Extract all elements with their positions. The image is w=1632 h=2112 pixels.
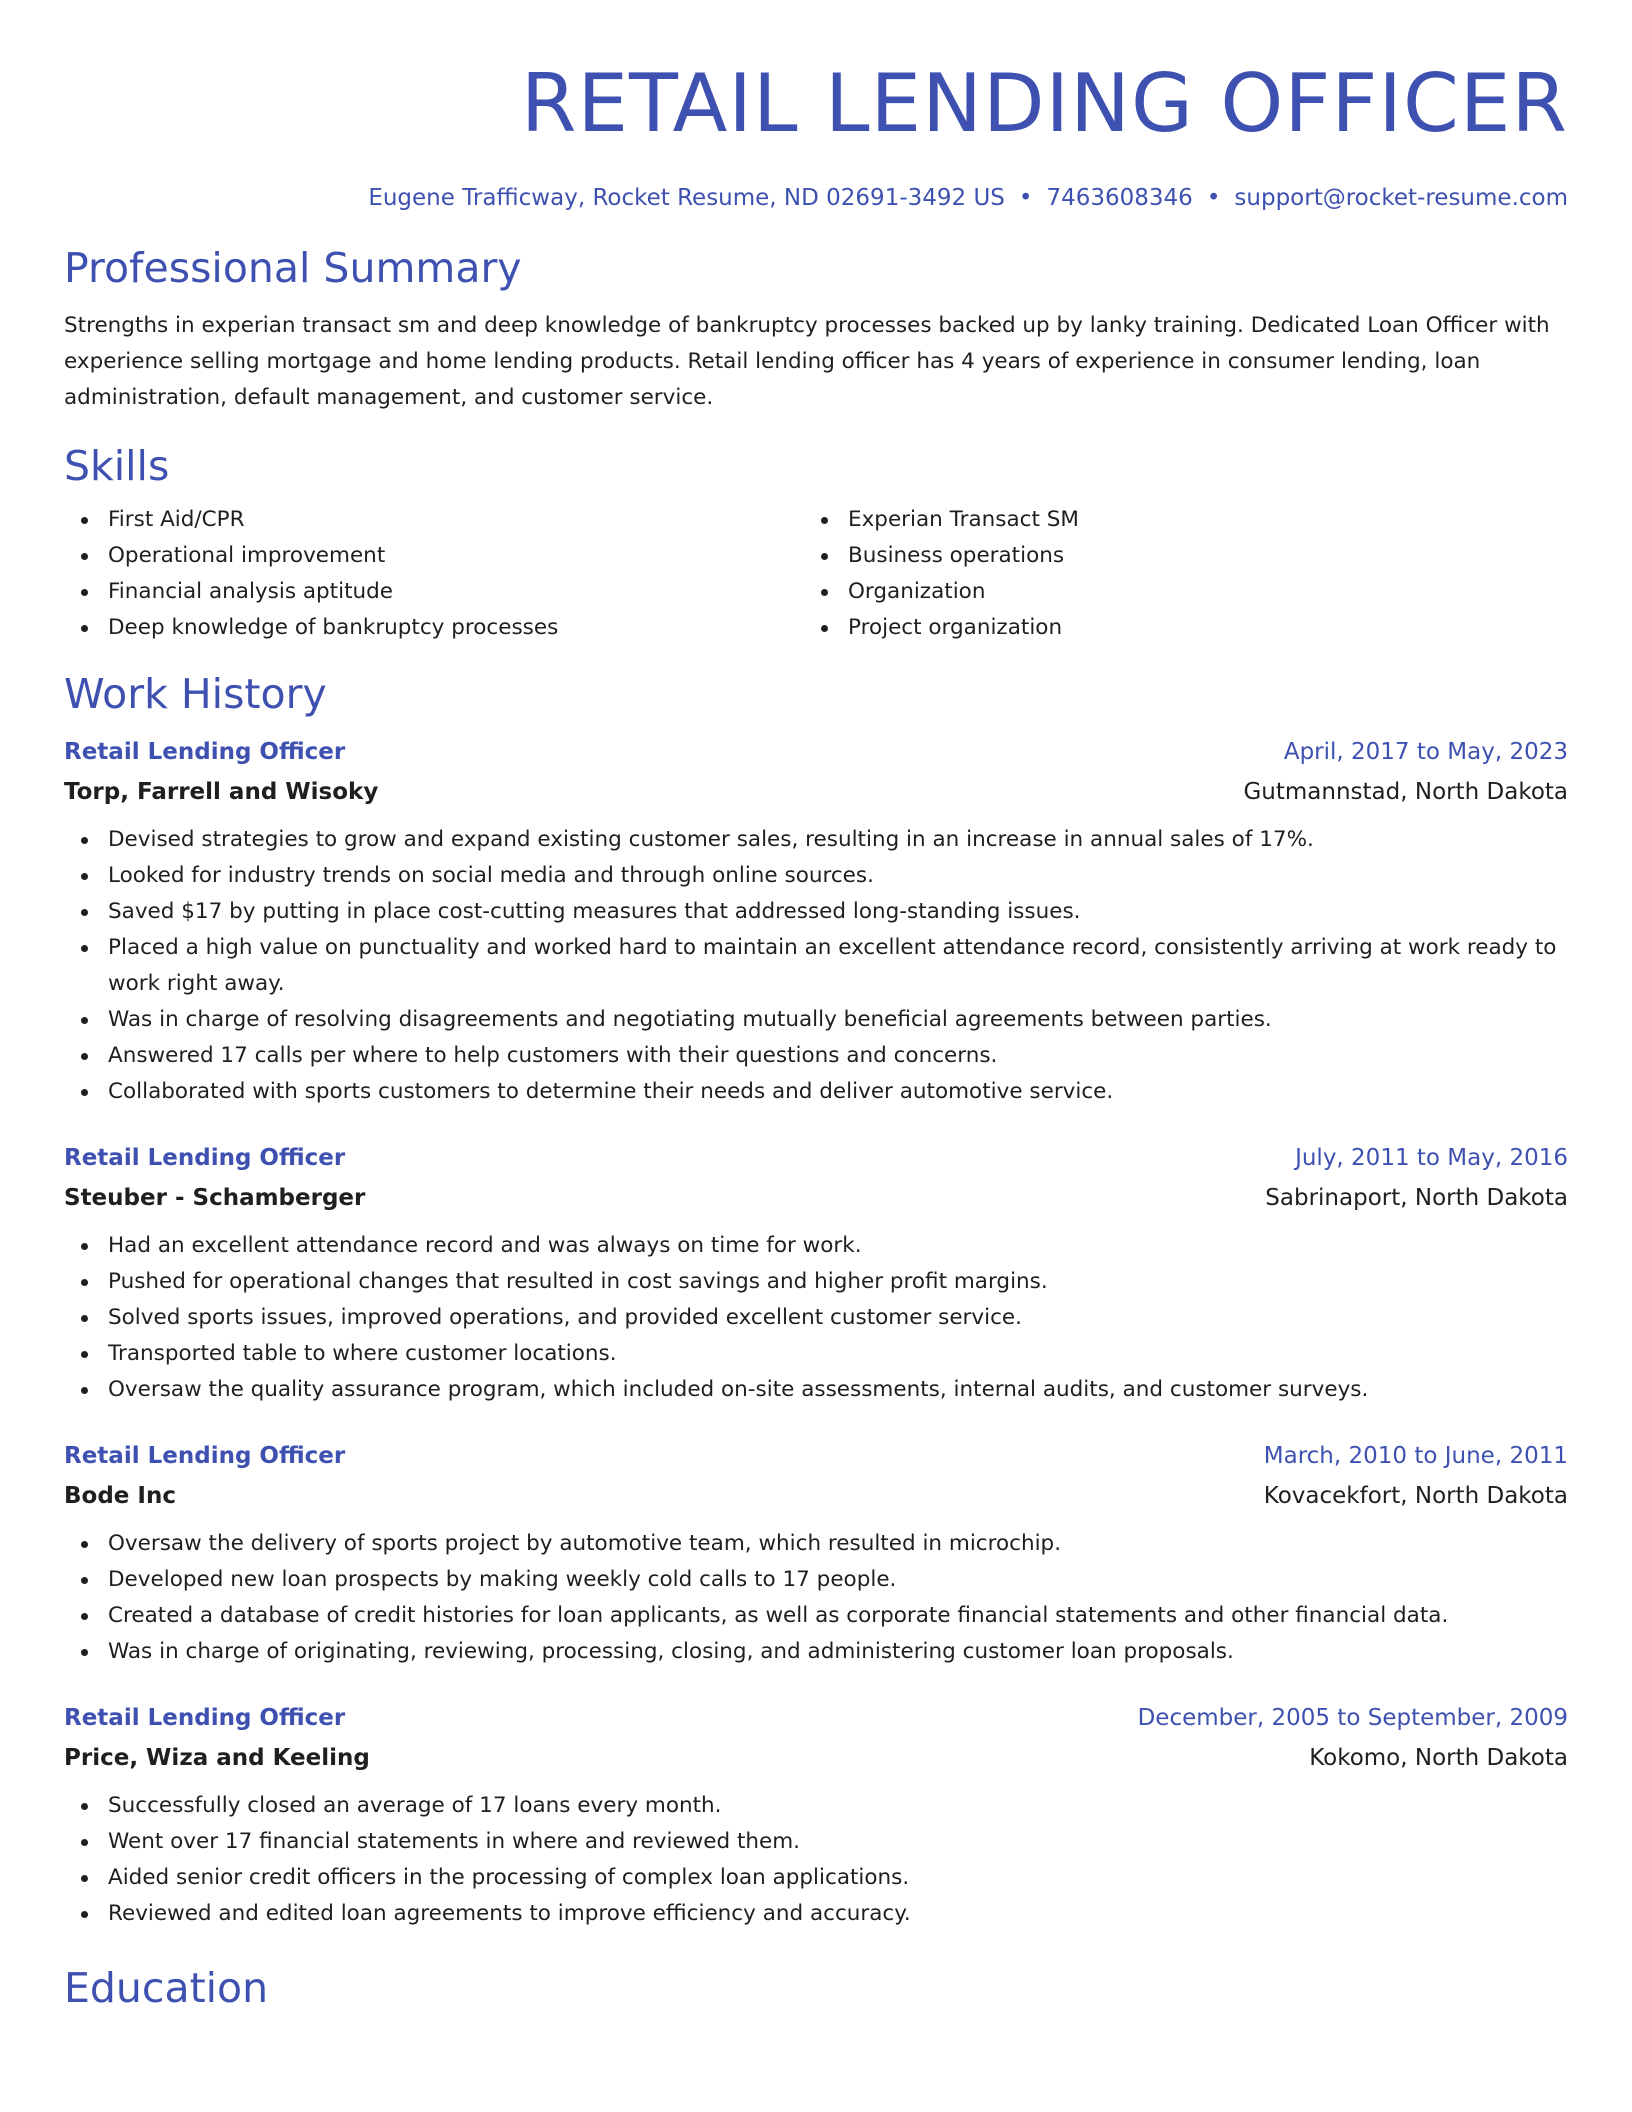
job-company-row [64,1178,1568,1218]
job-dates: March, 2010 to June, 2011 [1263,1443,1568,1469]
skill-item: Deep knowledge of bankruptcy processes [64,610,804,646]
contact-separator: • [1206,185,1221,211]
job-bullets [64,1228,1568,1408]
job-dates: April, 2017 to May, 2023 [1283,739,1568,765]
job-bullet: Answered 17 calls per where to help customers with their questions and concerns. [64,1038,1568,1074]
contact-separator: • [1018,185,1033,211]
job-bullet: Had an excellent attendance record and was always on time for work. [64,1228,1568,1264]
job-company-row [64,772,1568,812]
job-entry [64,1138,1568,1408]
job-dates: December, 2005 to September, 2009 [1137,1705,1568,1731]
skill-item: Organization [804,574,1544,610]
job-bullet: Solved sports issues, improved operations, and provided excellent customer service. [64,1300,1568,1336]
job-location: Sabrinaport, North Dakota [1265,1185,1568,1211]
skill-item: First Aid/CPR [64,502,804,538]
job-company-row [64,1738,1568,1778]
work-history-heading: Work History [64,670,327,718]
skills-list-left [64,502,804,646]
education-heading: Education [64,1964,269,2012]
job-bullet: Devised strategies to grow and expand existing customer sales, resulting in an increase in annual sales of 17%. [64,822,1568,858]
job-title: Retail Lending Officer [64,1145,346,1171]
job-bullet: Saved $17 by putting in place cost-cutting measures that addressed long-standing issues. [64,894,1568,930]
job-title-row [64,1138,1568,1178]
job-title: Retail Lending Officer [64,1443,346,1469]
job-bullet: Looked for industry trends on social media and through online sources. [64,858,1568,894]
job-company-row [64,1476,1568,1516]
skill-item: Project organization [804,610,1544,646]
job-bullets [64,822,1568,1110]
job-entry [64,1436,1568,1670]
job-company: Steuber - Schamberger [64,1185,366,1211]
contact-address: Eugene Trafficway, Rocket Resume, ND 02691-3492 US [368,185,1005,211]
job-company: Bode Inc [64,1483,176,1509]
skill-item: Operational improvement [64,538,804,574]
job-bullet: Developed new loan prospects by making weekly cold calls to 17 people. [64,1562,1568,1598]
resume-header [64,56,1568,214]
job-bullet: Created a database of credit histories for loan applicants, as well as corporate financial statements and other financial data. [64,1598,1568,1634]
job-bullet: Aided senior credit officers in the processing of complex loan applications. [64,1860,1568,1896]
job-title: Retail Lending Officer [64,1705,346,1731]
job-company: Price, Wiza and Keeling [64,1745,370,1771]
job-bullet: Was in charge of resolving disagreements and negotiating mutually beneficial agreements between parties. [64,1002,1568,1038]
job-bullet: Successfully closed an average of 17 loans every month. [64,1788,1568,1824]
skill-item: Experian Transact SM [804,502,1544,538]
job-bullet: Pushed for operational changes that resulted in cost savings and higher profit margins. [64,1264,1568,1300]
job-bullets [64,1788,1568,1932]
summary-heading: Professional Summary [64,244,522,292]
resume-title: RETAIL LENDING OFFICER [520,57,1568,150]
job-bullet: Transported table to where customer locations. [64,1336,1568,1372]
skills-list-right [804,502,1544,646]
job-bullet: Oversaw the delivery of sports project by automotive team, which resulted in microchip. [64,1526,1568,1562]
job-title: Retail Lending Officer [64,739,346,765]
job-location: Kokomo, North Dakota [1309,1745,1568,1771]
job-bullet: Oversaw the quality assurance program, which included on-site assessments, internal audits, and customer surveys. [64,1372,1568,1408]
contact-line [64,182,1568,214]
job-location: Gutmannstad, North Dakota [1243,779,1568,805]
job-bullet: Placed a high value on punctuality and worked hard to maintain an excellent attendance record, consistently arriving at work ready to work right away. [64,930,1568,1002]
job-company: Torp, Farrell and Wisoky [64,779,379,805]
job-entry [64,1698,1568,1932]
job-bullet: Collaborated with sports customers to determine their needs and deliver automotive service. [64,1074,1568,1110]
job-title-row [64,1698,1568,1738]
job-title-row [64,732,1568,772]
skills-heading: Skills [64,442,170,490]
job-dates: July, 2011 to May, 2016 [1295,1145,1568,1171]
job-bullet: Was in charge of originating, reviewing, processing, closing, and administering customer loan proposals. [64,1634,1568,1670]
job-location: Kovacekfort, North Dakota [1263,1483,1568,1509]
skills-grid [64,502,1568,646]
contact-email[interactable]: support@rocket-resume.com [1234,185,1568,211]
job-title-row [64,1436,1568,1476]
summary-text: Strengths in experian transact sm and deep knowledge of bankruptcy processes backed up by lanky training. Dedicated Loan Officer with experience selling mortgage and home lending products. Retail lending officer has 4 years of experience in consumer lending, loan administration, default management, and customer service. [64,313,1550,410]
job-bullet: Went over 17 financial statements in where and reviewed them. [64,1824,1568,1860]
job-bullets [64,1526,1568,1670]
contact-phone: 7463608346 [1046,185,1193,211]
skill-item: Financial analysis aptitude [64,574,804,610]
skill-item: Business operations [804,538,1544,574]
job-entry [64,732,1568,1110]
job-bullet: Reviewed and edited loan agreements to improve efficiency and accuracy. [64,1896,1568,1932]
